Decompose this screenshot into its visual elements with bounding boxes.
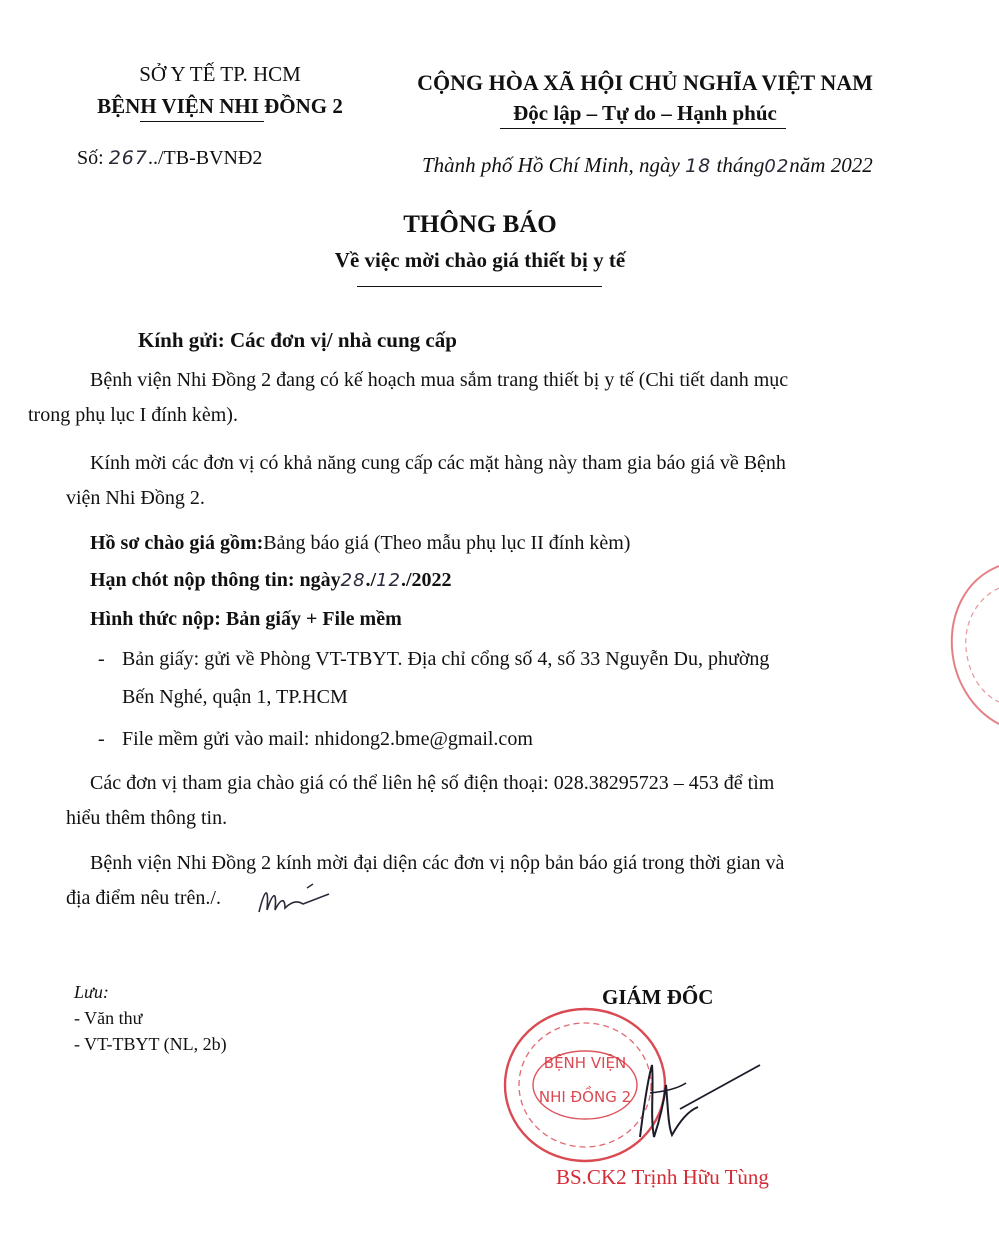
paragraph-2-line-2: viện Nhi Đồng 2.: [66, 487, 205, 509]
paragraph-4-line-1: Bệnh viện Nhi Đồng 2 kính mời đại diện các đơn vị nộp bản báo giá trong thời gian và: [90, 852, 785, 874]
subject-underline: [357, 286, 602, 287]
bullet-1-line-1: Bản giấy: gửi về Phòng VT-TBYT. Địa chỉ cổng số 4, số 33 Nguyễn Du, phường: [122, 648, 770, 670]
motto-underline: [500, 128, 786, 129]
number-suffix: ../TB-BVNĐ2: [147, 147, 263, 169]
paragraph-3-line-2: hiểu thêm thông tin.: [66, 807, 228, 829]
paragraph-3-line-1: Các đơn vị tham gia chào giá có thể liên hệ số điện thoại: 028.38295723 – 453 để tìm: [90, 772, 775, 794]
save-title: Lưu:: [74, 982, 109, 1002]
initials-scribble: [255, 880, 335, 920]
save-item-2: - VT-TBYT (NL, 2b): [74, 1034, 227, 1054]
date-month-handwritten: 02: [764, 156, 790, 177]
date-year: năm 2022: [789, 153, 873, 177]
stamp-text-line-1: BỆNH VIỆN: [543, 1054, 627, 1072]
save-item-1: - Văn thư: [74, 1008, 143, 1028]
dossier-label: Hồ sơ chào giá gồm:: [90, 532, 264, 554]
date-prefix: Thành phố Hồ Chí Minh, ngày: [422, 153, 680, 177]
date-month-label: tháng: [716, 153, 765, 177]
signer-name: BS.CK2 Trịnh Hữu Tùng: [556, 1165, 769, 1189]
partial-seal-edge: [946, 560, 999, 730]
bullet-2: File mềm gửi vào mail: nhidong2.bme@gmail.com: [122, 728, 533, 750]
document-date: [422, 153, 873, 178]
hospital-name: BỆNH VIỆN NHI ĐỒNG 2: [97, 94, 343, 118]
date-day-handwritten: 18: [685, 155, 712, 177]
bullet-1-line-2: Bến Nghé, quận 1, TP.HCM: [122, 686, 348, 708]
deadline-month-handwritten: 12: [376, 570, 401, 591]
country-name: CỘNG HÒA XÃ HỘI CHỦ NGHĨA VIỆT NAM: [417, 70, 873, 95]
dossier-value: Bảng báo giá (Theo mẫu phụ lục II đính kèm): [263, 532, 631, 554]
paragraph-2-line-1: Kính mời các đơn vị có khả năng cung cấp các mặt hàng này tham gia báo giá về Bệnh: [90, 452, 786, 474]
deadline-sep-2: /: [370, 569, 377, 591]
bullet-dash-2: -: [98, 728, 105, 750]
deadline-sep-1: .: [365, 569, 371, 591]
greeting: Kính gửi: Các đơn vị/ nhà cung cấp: [138, 328, 457, 352]
deadline-day-handwritten: 28: [340, 570, 366, 591]
paragraph-4-line-2: địa điểm nêu trên./.: [66, 887, 221, 909]
deadline-year: ./2022: [401, 569, 452, 591]
dossier-line: [90, 532, 630, 555]
notice-subject: Về việc mời chào giá thiết bị y tế: [334, 248, 626, 272]
notice-title: THÔNG BÁO: [403, 211, 557, 238]
hospital-underline: [140, 121, 264, 122]
department-name: SỞ Y TẾ TP. HCM: [139, 62, 301, 86]
paragraph-1-line-2: trong phụ lục I đính kèm).: [28, 404, 238, 426]
deadline-line: [90, 569, 452, 592]
bullet-dash-1: -: [98, 648, 105, 670]
submission-method: Hình thức nộp: Bản giấy + File mềm: [90, 608, 402, 630]
stamp-text-line-2: NHI ĐỒNG 2: [538, 1088, 632, 1106]
deadline-label: Hạn chót nộp thông tin: ngày: [90, 569, 341, 591]
number-prefix: Số:: [77, 147, 104, 169]
director-title: GIÁM ĐỐC: [602, 985, 714, 1009]
paragraph-1-line-1: Bệnh viện Nhi Đồng 2 đang có kế hoạch mua sắm trang thiết bị y tế (Chi tiết danh mục: [90, 369, 789, 391]
motto: Độc lập – Tự do – Hạnh phúc: [513, 101, 777, 125]
director-signature: [610, 1045, 780, 1155]
document-number: [77, 147, 262, 170]
number-handwritten: 267: [108, 147, 148, 169]
